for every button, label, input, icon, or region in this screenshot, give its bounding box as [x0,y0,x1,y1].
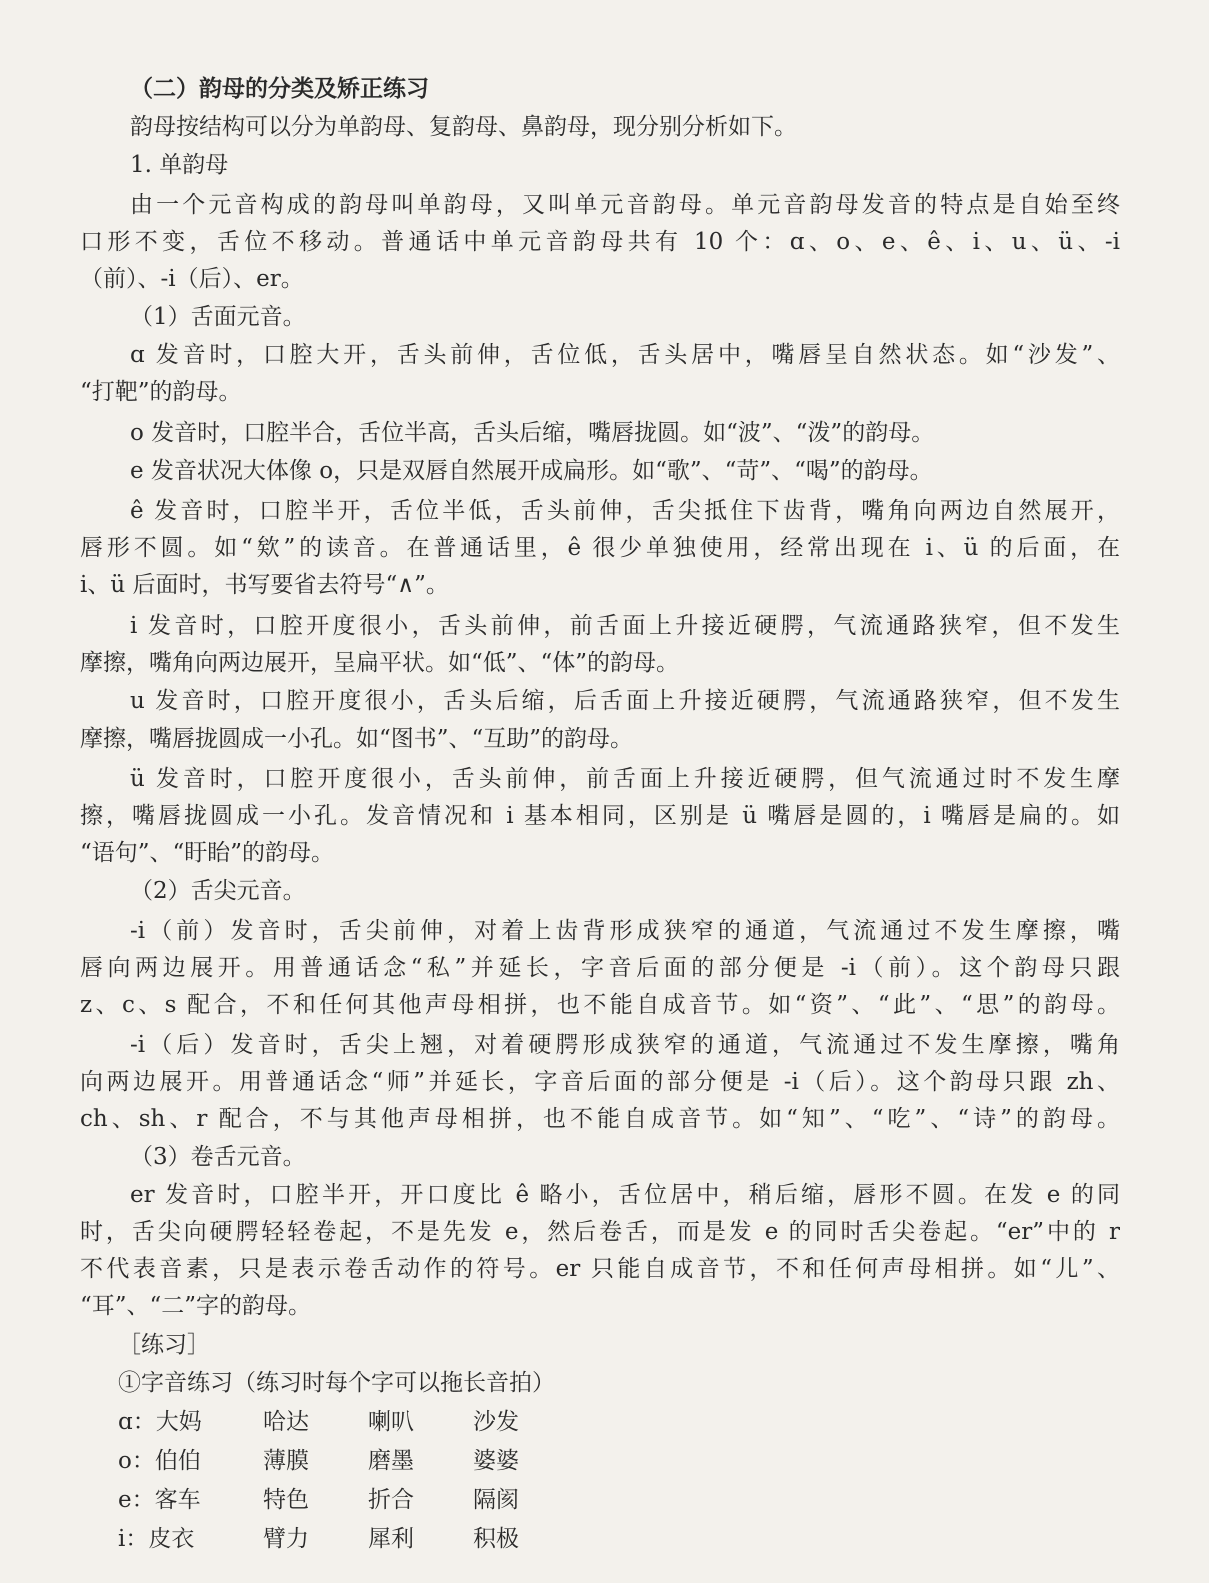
text-line: ê 发音时，口腔半开，舌位半低，舌头前伸，舌尖抵住下齿背，嘴角向两边自然展开， [130,498,1120,524]
text-line: “语句”、“盱眙”的韵母。 [80,840,335,866]
text-line: 唇向两边展开。用普通话念“私”并延长，字音后面的部分便是 -i（前）。这个韵母只跟 [80,955,1120,981]
drill-word: 犀利 [368,1526,414,1552]
text-line: i、ü 后面时，书写要省去符号“∧”。 [80,572,449,598]
text-line: u 发音时，口腔开度很小，舌头后缩，后舌面上升接近硬腭，气流通路狭窄，但不发生 [130,688,1120,714]
drill-word: 臂力 [263,1526,309,1552]
text-line: -i（前）发音时，舌尖前伸，对着上齿背形成狭窄的通道，气流通过不发生摩擦，嘴 [130,918,1120,944]
subsection-title: 1. 单韵母 [130,152,229,178]
text-line: 时，舌尖向硬腭轻轻卷起，不是先发 e，然后卷舌，而是发 e 的同时舌尖卷起。“er”中的 r [80,1219,1120,1245]
drill-word: e：客车 [118,1487,201,1513]
drill-word: 薄膜 [263,1448,309,1474]
text-line: （前）、-i（后）、er。 [80,266,304,292]
text-line: 由一个元音构成的韵母叫单韵母，又叫单元音韵母。单元音韵母发音的特点是自始至终 [130,192,1120,218]
drill-word: 婆婆 [473,1448,519,1474]
drill-title: ①字音练习（练习时每个字可以拖长音拍） [118,1370,555,1396]
drill-word: i：皮衣 [118,1526,195,1552]
drill-word: ɑ：大妈 [118,1409,202,1435]
drill-word: 哈达 [263,1409,309,1435]
text-line: ɑ 发音时，口腔大开，舌头前伸，舌位低，舌头居中，嘴唇呈自然状态。如“沙发”、 [130,342,1120,368]
text-line: ch、sh、r 配合，不与其他声母相拼，也不能自成音节。如“知”、“吃”、“诗”的韵母。 [80,1106,1120,1132]
intro-paragraph: 韵母按结构可以分为单韵母、复韵母、鼻韵母，现分别分析如下。 [130,114,797,140]
text-line: 摩擦，嘴角向两边展开，呈扁平状。如“低”、“体”的韵母。 [80,650,680,676]
subheading: （3）卷舌元音。 [130,1144,306,1170]
text-line: 向两边展开。用普通话念“师”并延长，字音后面的部分便是 -i（后）。这个韵母只跟 zh、 [80,1069,1120,1095]
text-line: “打靶”的韵母。 [80,379,242,405]
drill-word: 沙发 [473,1409,519,1435]
text-line: i 发音时，口腔开度很小，舌头前伸，前舌面上升接近硬腭，气流通路狭窄，但不发生 [130,613,1120,639]
text-line: o 发音时，口腔半合，舌位半高，舌头后缩，嘴唇拢圆。如“波”、“泼”的韵母。 [130,420,935,446]
drill-word: o：伯伯 [118,1448,201,1474]
text-line: er 发音时，口腔半开，开口度比 ê 略小，舌位居中，稍后缩，唇形不圆。在发 e 的同 [130,1182,1120,1208]
section-title: （二）韵母的分类及矫正练习 [130,75,429,102]
text-line: z、c、s 配合，不和任何其他声母相拼，也不能自成音节。如“资”、“此”、“思”的韵母。 [80,992,1120,1018]
text-line: -i（后）发音时，舌尖上翘，对着硬腭形成狭窄的通道，气流通过不发生摩擦，嘴角 [130,1032,1120,1058]
drill-word: 磨墨 [368,1448,414,1474]
subheading: （1）舌面元音。 [130,304,306,330]
text-line: 口形不变，舌位不移动。普通话中单元音韵母共有 10 个：ɑ、o、e、ê、i、u、ü、-i [80,229,1120,255]
text-line: 不代表音素，只是表示卷舌动作的符号。er 只能自成音节，不和任何声母相拼。如“儿”、 [80,1256,1120,1282]
text-line: 唇形不圆。如“欸”的读音。在普通话里，ê 很少单独使用，经常出现在 i、ü 的后面，在 [80,535,1120,561]
practice-title: ［练习］ [118,1332,210,1358]
text-line: 摩擦，嘴唇拢圆成一小孔。如“图书”、“互助”的韵母。 [80,726,634,752]
text-line: “耳”、“二”字的韵母。 [80,1293,312,1319]
drill-word: 特色 [263,1487,309,1513]
text-line: e 发音状况大体像 o，只是双唇自然展开成扁形。如“歌”、“苛”、“喝”的韵母。 [130,458,933,484]
drill-word: 折合 [368,1487,414,1513]
drill-word: 隔阂 [473,1487,519,1513]
text-line: ü 发音时，口腔开度很小，舌头前伸，前舌面上升接近硬腭，但气流通过时不发生摩 [130,766,1120,792]
drill-word: 积极 [473,1526,519,1552]
drill-word: 喇叭 [368,1409,414,1435]
text-line: 擦，嘴唇拢圆成一小孔。发音情况和 i 基本相同，区别是 ü 嘴唇是圆的，i 嘴唇是扁的。如 [80,803,1120,829]
subheading: （2）舌尖元音。 [130,878,306,904]
